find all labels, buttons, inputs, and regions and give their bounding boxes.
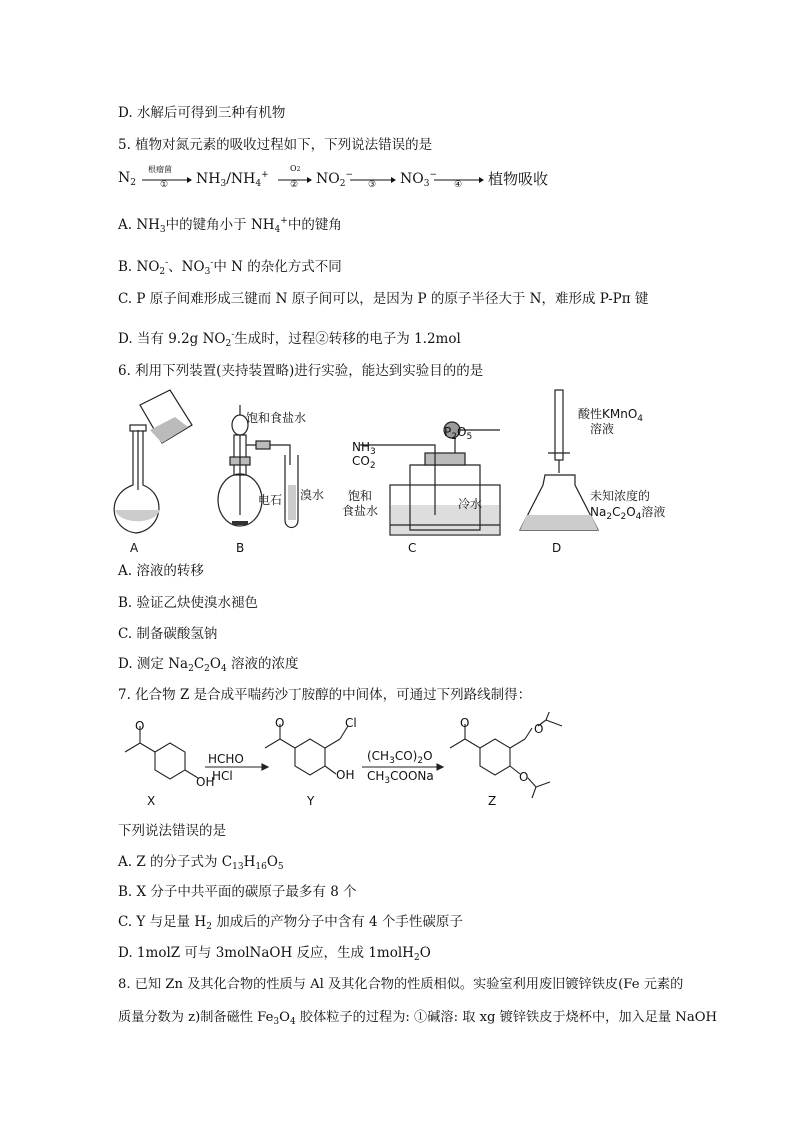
x-carbonyl-o: O <box>135 719 145 733</box>
scheme-step2: ② <box>290 180 299 190</box>
apparatus-c-label: C <box>408 541 417 555</box>
q5-reaction-scheme <box>118 164 548 194</box>
z-ester-o1: O <box>534 722 544 736</box>
apparatus-c <box>360 422 500 535</box>
apparatus-b-bromine-label: 溴水 <box>300 488 325 502</box>
apparatus-c-cold: 冷水 <box>458 497 483 511</box>
z-ester-o2: O <box>519 770 529 784</box>
scheme-end: 植物吸收 <box>488 170 549 188</box>
q7-option-c: C. Y 与足量 $H_2$ 加成后的产物分子中含有 4 个手性碳原子 <box>118 914 463 932</box>
q7-option-a: A. Z 的分子式为 $C_{13}H_{16}O_5$ <box>118 854 284 872</box>
y-cl: Cl <box>345 716 357 730</box>
apparatus-b-carbide-label: 电石 <box>258 493 283 507</box>
apparatus-c-p2o5: $P_2O_5$ <box>444 425 473 442</box>
q6-option-c: C. 制备碳酸氢钠 <box>118 626 218 642</box>
apparatus-d-solution: 溶液 <box>590 422 615 436</box>
q8-line1: 8. 已知 Zn 及其化合物的性质与 Al 及其化合物的性质相似。实验室利用废旧镀锌铁皮(Fe 元素的 <box>118 977 684 992</box>
x-label: X <box>147 794 156 808</box>
q6-stem: 6. 利用下列装置(夹持装置略)进行实验，能达到实验目的的是 <box>118 363 484 379</box>
reagent2-bottom: $CH_3COONa$ <box>367 769 434 786</box>
y-label: Y <box>307 794 315 808</box>
scheme-step3: ③ <box>368 180 377 190</box>
apparatus-d-unknown: 未知浓度的 <box>590 489 651 503</box>
apparatus-a-label: A <box>130 541 139 555</box>
q5-option-d: D. 当有 9.2g $NO_2^-$生成时，过程②转移的电子为 1.2mol <box>118 330 461 349</box>
apparatus-c-brine2: 食盐水 <box>342 504 379 518</box>
scheme-nh3-nh4: $NH_3/NH_4^+$ <box>196 170 269 189</box>
scheme-no2: $NO_2^-$ <box>316 170 354 189</box>
apparatus-d-kmno4: 酸性KMnO$_4$ <box>578 407 644 424</box>
reagent1-top: HCHO <box>208 752 244 766</box>
x-oh: OH <box>196 775 215 789</box>
q6-option-d: D. 测定 $Na_2C_2O_4$ 溶液的浓度 <box>118 656 299 674</box>
apparatus-b-label: B <box>236 541 245 555</box>
q5-option-b: B. $NO_2^-$、$NO_3^-$中 N 的杂化方式不同 <box>118 258 342 277</box>
q7-synthesis-route <box>110 712 690 822</box>
z-carbonyl-o: O <box>460 716 470 730</box>
apparatus-d-label: D <box>552 541 562 555</box>
scheme-step1: ① <box>160 180 169 190</box>
scheme-n2: $N_2$ <box>118 170 136 188</box>
q7-sub-stem: 下列说法错误的是 <box>118 823 226 839</box>
q7-stem: 7. 化合物 Z 是合成平喘药沙丁胺醇的中间体，可通过下列路线制得： <box>118 687 532 703</box>
q5-option-a: A. $NH_3$中的键角小于 $NH_4^+$中的键角 <box>118 216 342 235</box>
q5-stem: 5. 植物对氮元素的吸收过程如下，下列说法错误的是 <box>118 137 433 153</box>
y-oh: OH <box>336 768 355 782</box>
apparatus-a <box>114 390 192 533</box>
scheme-arrow1-label: 根瘤菌 <box>148 165 172 174</box>
q7-option-b: B. X 分子中共平面的碳原子最多有 8 个 <box>118 884 357 900</box>
apparatus-d-na2c2o4: $Na_2C_2O_4$溶液 <box>590 505 666 522</box>
z-label: Z <box>488 794 497 808</box>
apparatus-c-brine1: 饱和 <box>348 489 373 503</box>
y-carbonyl-o: O <box>275 716 285 730</box>
q8-line2: 质量分数为 z)制备磁性 $Fe_3O_4$ 胶体粒子的过程为: ①碱溶: 取 xg 镀锌铁皮于烧杯中，加入足量 NaOH <box>118 1010 718 1027</box>
q4-option-d: D. 水解后可得到三种有机物 <box>118 105 286 121</box>
q6-option-a: A. 溶液的转移 <box>118 563 204 579</box>
q6-option-b: B. 验证乙炔使溴水褪色 <box>118 595 259 611</box>
apparatus-b-brine-label: 饱和食盐水 <box>246 411 307 425</box>
q7-option-d: D. 1molZ 可与 3molNaOH 反应，生成 1molH$_2$O <box>118 945 431 963</box>
reagent1-bottom: HCl <box>212 769 233 783</box>
scheme-arrow2-label: O2 <box>290 164 301 173</box>
scheme-step4: ④ <box>454 180 463 190</box>
reagent2-top: $(CH_3CO)_2O$ <box>367 749 433 766</box>
q5-option-c: C. P 原子间难形成三键而 N 原子间可以，是因为 P 的原子半径大于 N，难形成 P-Pπ 键 <box>118 291 649 307</box>
scheme-no3: $NO_3^-$ <box>400 170 438 189</box>
apparatus-c-co2: $CO_2$ <box>352 454 376 471</box>
apparatus-c-nh3: $NH_3$ <box>352 440 376 457</box>
